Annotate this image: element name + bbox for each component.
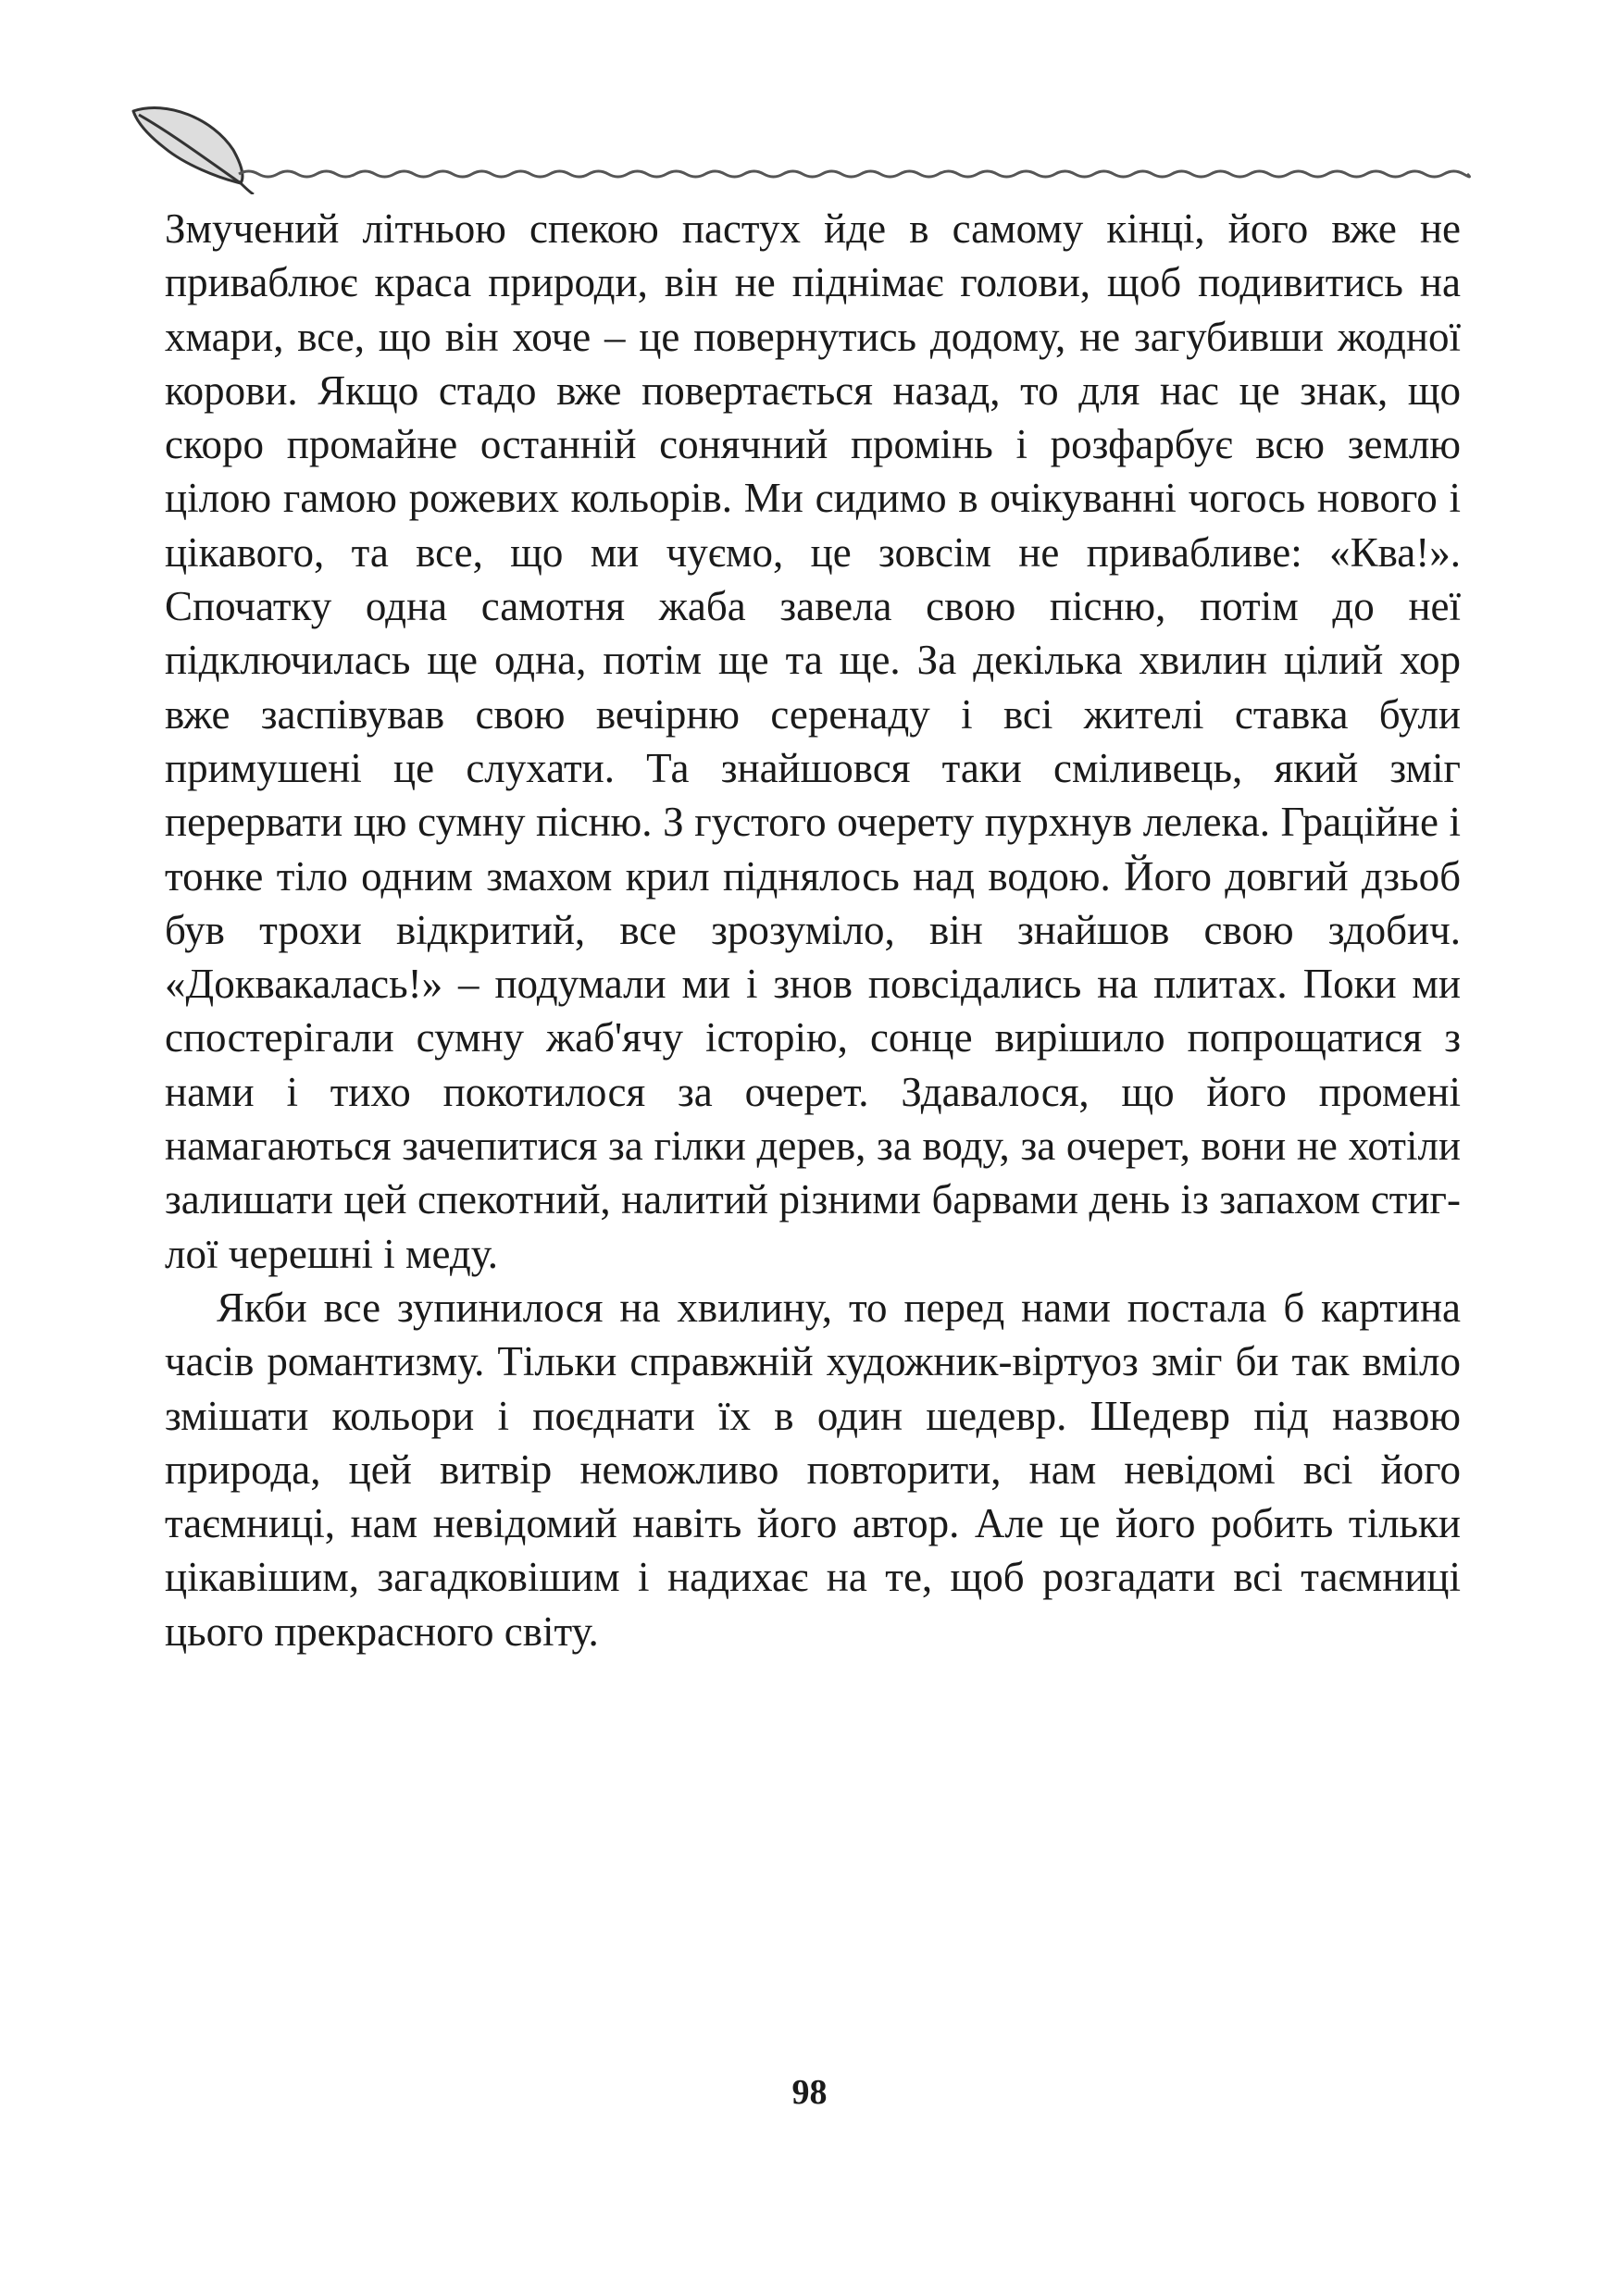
page-number: 98 bbox=[791, 2073, 828, 2112]
body-text bbox=[165, 202, 1461, 1658]
header-ornament bbox=[130, 93, 1472, 194]
paragraph-1: Змучений літньою спекою пастух йде в самому кінці, його вже не приваблює краса природи, він не піднімає голови, щоб подивитись на хмари, все, що він хоче – це повернутись додому, не загубивши жодної корови. Якщо стадо вже повертається назад, то для нас це знак, що скоро промайне останній сонячний промінь і розфарбує всю землю цілою гамою рожевих кольорів. Ми сидимо в очікуванні чогось нового і цікавого, та все, що ми чуємо, це зовсім не привабливе: «Ква!». Спочатку одна самотня жаба завела свою пісню, потім до неї підключилась ще одна, потім ще та ще. За декілька хвилин цілий хор вже заспівував свою вечірню серенаду і всі жителі ставка були примушені це слухати. Та знайшовся таки сміливець, який зміг перервати цю сумну пісню. З густого очерету пурхнув лелека. Граційне і тонке тіло одним змахом крил піднялось над водою. Його довгий дзьоб був трохи відкритий, все зрозуміло, він знайшов свою здобич. «Доквакалась!» – подумали ми і знов повсідались на плитах. Поки ми спостерігали сумну жаб'ячу історію, сонце вирішило попрощатися з нами і тихо покотилося за очерет. Здавалося, що його промені намагаються зачепитися за гілки дерев, за воду, за очерет, вони не хотіли залишати цей спекотний, налитий різними барвами день із запахом стиглої черешні і меду. bbox=[165, 205, 1461, 1277]
paragraph-2: Якби все зупинилося на хвилину, то перед нами постала б картина часів романтизму. Тільки справжній художник-віртуоз зміг би так вміло змішати кольори і поєднати їх в один шедевр. Шедевр під назвою природа, цей витвір неможливо повторити, нам невідомі всі його таємниці, нам невідомий навіть його автор. Але це його робить тільки цікавішим, загадковішим і надихає на те, щоб розгадати всі таємниці цього прекрасного світу. bbox=[165, 1284, 1461, 1655]
quill-feather-icon bbox=[133, 107, 254, 194]
wavy-divider-line bbox=[239, 171, 1469, 177]
